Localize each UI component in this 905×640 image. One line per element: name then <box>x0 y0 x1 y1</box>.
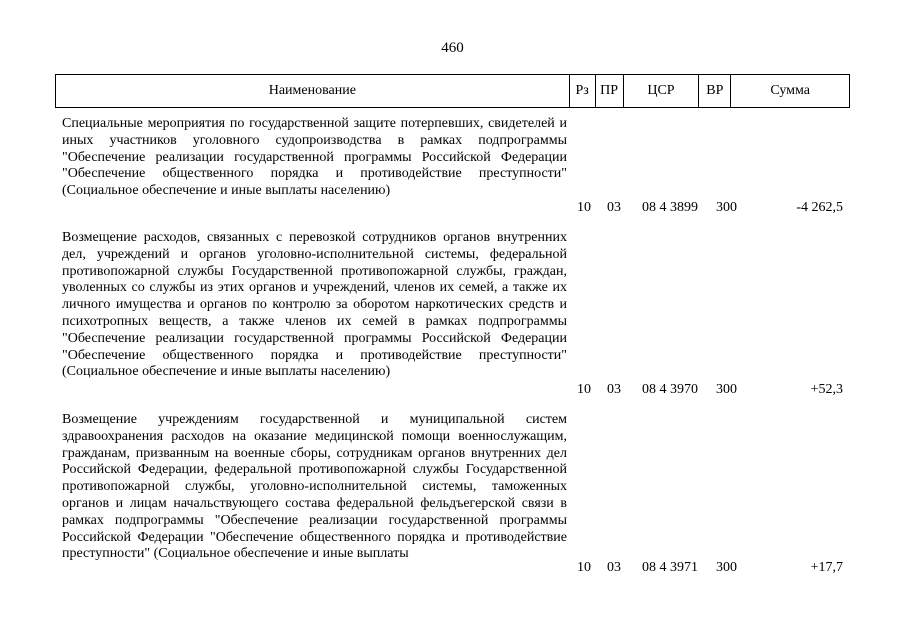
row-sum: +17,7 <box>810 560 843 575</box>
row-pr: 03 <box>607 560 621 575</box>
row-vr: 300 <box>716 560 737 575</box>
row-rz: 10 <box>577 382 591 397</box>
header-pr: ПР <box>595 75 623 107</box>
row-vr: 300 <box>716 382 737 397</box>
row-csr: 08 4 3899 <box>642 200 698 215</box>
table-row <box>55 116 850 218</box>
row-vr: 300 <box>716 200 737 215</box>
header-rz: Рз <box>569 75 595 107</box>
header-vr: ВР <box>698 75 730 107</box>
row-description: Возмещение учреждениям государственной и муниципальной систем здравоохранения расходов на оказание медицинской помощи военнослужащим, гражданам, призванным на военные сборы, сотрудникам органов внутренних дел Российской Федерации, федеральной противопожарной службы Государственной противопожарной службы, уголовно-исполнительной системы, таможенных органов и лицам начальствующего состава федеральной фельдъегерской связи в рамках подпрограммы "Обеспечение реализации государственной программы Российской Федерации "Обеспечение общественного порядка и противодействие преступности" (Социальное обеспечение и иные выплаты <box>62 412 567 562</box>
table-header <box>55 74 850 108</box>
row-pr: 03 <box>607 200 621 215</box>
row-description: Специальные мероприятия по государственной защите потерпевших, свидетелей и иных участников уголовного судопроизводства в рамках подпрограммы "Обеспечение реализации государственной программы Российской Федерации "Обеспечение общественного порядка и противодействие преступности" (Социальное обеспечение и иные выплаты населению) <box>62 116 567 199</box>
row-sum: -4 262,5 <box>796 200 843 215</box>
row-sum: +52,3 <box>810 382 843 397</box>
table-row <box>55 230 850 400</box>
row-rz: 10 <box>577 560 591 575</box>
row-rz: 10 <box>577 200 591 215</box>
row-pr: 03 <box>607 382 621 397</box>
table-row <box>55 412 850 584</box>
row-description: Возмещение расходов, связанных с перевозкой сотрудников органов внутренних дел, учреждений и органов уголовно-исполнительной системы, федеральной противопожарной службы Государственной противопожарной службы, граждан, уволенных со службы из этих органов и учреждений, членов их семей, а также их личного имущества и органов по контролю за оборотом наркотических средств и психотропных веществ, а также членов их семей в рамках подпрограммы "Обеспечение реализации государственной программы Российской Федерации "Обеспечение общественного порядка и противодействие преступности" (Социальное обеспечение и иные выплаты населению) <box>62 230 567 380</box>
row-csr: 08 4 3971 <box>642 560 698 575</box>
header-name: Наименование <box>268 83 356 98</box>
header-sum: Сумма <box>730 75 849 107</box>
header-csr: ЦСР <box>623 75 699 107</box>
row-csr: 08 4 3970 <box>642 382 698 397</box>
page-number: 460 <box>441 40 464 56</box>
